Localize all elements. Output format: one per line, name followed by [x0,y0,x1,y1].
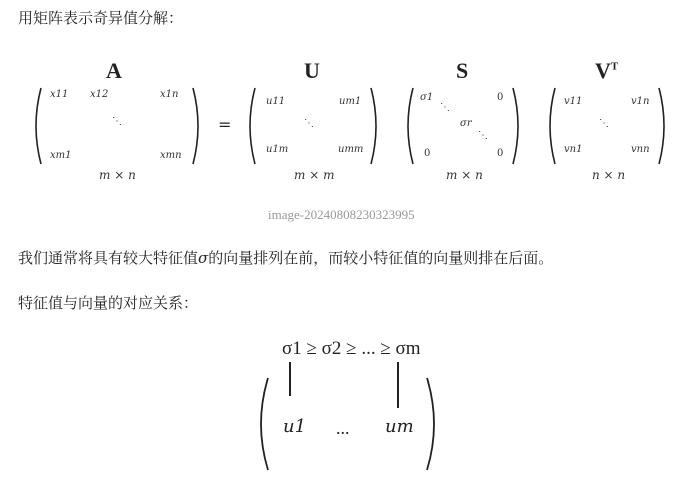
matrix-u-left-bracket [244,86,258,166]
matrix-a-dims: m × n [99,168,136,182]
vector-u1: u1 [283,416,307,437]
vector-dots: ... [336,418,350,438]
matrix-s-right-bracket [510,86,524,166]
matrix-u-umm: umm [338,144,364,155]
matrix-v-vnn: vnn [631,144,650,155]
matrix-u-um1: um1 [339,96,362,107]
connector-line-left [289,362,291,396]
paragraph-correspondence: 特征值与向量的对应关系： [18,294,199,312]
matrix-a-xmn: xmn [160,150,182,161]
matrix-u-dims: m × m [294,168,335,182]
matrix-s-sigmar: σr [460,118,472,129]
matrix-u-u11: u11 [266,96,286,107]
matrix-s-zero-bottom-left: 0 [424,148,431,159]
matrix-a-x11: x11 [50,89,69,100]
matrix-a-x12: x12 [90,89,109,100]
heading-text: 用矩阵表示奇异值分解： [18,9,184,27]
vector-um: um [385,416,414,437]
matrix-s-zero-top: 0 [497,92,504,103]
matrix-s-dims: m × n [446,168,483,182]
matrix-u-right-bracket [368,86,382,166]
connector-line-right [397,362,399,408]
matrix-s-ddots-lower: ⋱ [478,130,488,141]
matrix-v-v1n: v1n [631,96,650,107]
matrix-v-right-bracket [656,86,670,166]
paragraph-ordering: 我们通常将具有较大特征值σ的向量排列在前，而较小特征值的向量则排在后面。 [18,249,554,267]
matrix-v-dims: n × n [592,168,626,182]
matrix-v-left-bracket [544,86,558,166]
matrix-a-right-bracket [190,86,204,166]
matrix-s-zero-bottom-right: 0 [497,148,504,159]
matrix-label-a: A [106,58,122,83]
matrix-a-x1n: x1n [160,89,179,100]
matrix-s-left-bracket [402,86,416,166]
matrix-s-ddots-upper: ⋱ [440,102,450,113]
matrix-u-ddots: ⋱ [304,118,314,129]
image-caption: image-20240808230323995 [268,207,415,222]
matrix-a-ddots: ⋱ [112,116,122,127]
matrix-v-vn1: vn1 [564,144,583,155]
matrix-label-u: U [304,58,320,83]
equals-sign: = [218,115,232,134]
matrix-label-v: $V^T$ [595,58,619,83]
sigma-inequality: σ1 ≥ σ2 ≥ ... ≥ σm [282,338,421,359]
matrix-u-u1m: u1m [266,144,289,155]
matrix-a-left-bracket [30,86,44,166]
vector-left-paren [253,376,271,472]
vector-right-paren [424,376,442,472]
matrix-v-ddots: ⋱ [599,118,609,129]
matrix-label-s: S [456,58,469,83]
matrix-v-v11: v11 [564,96,583,107]
matrix-s-sigma1: σ1 [420,92,434,103]
matrix-a-xm1: xm1 [50,150,72,161]
